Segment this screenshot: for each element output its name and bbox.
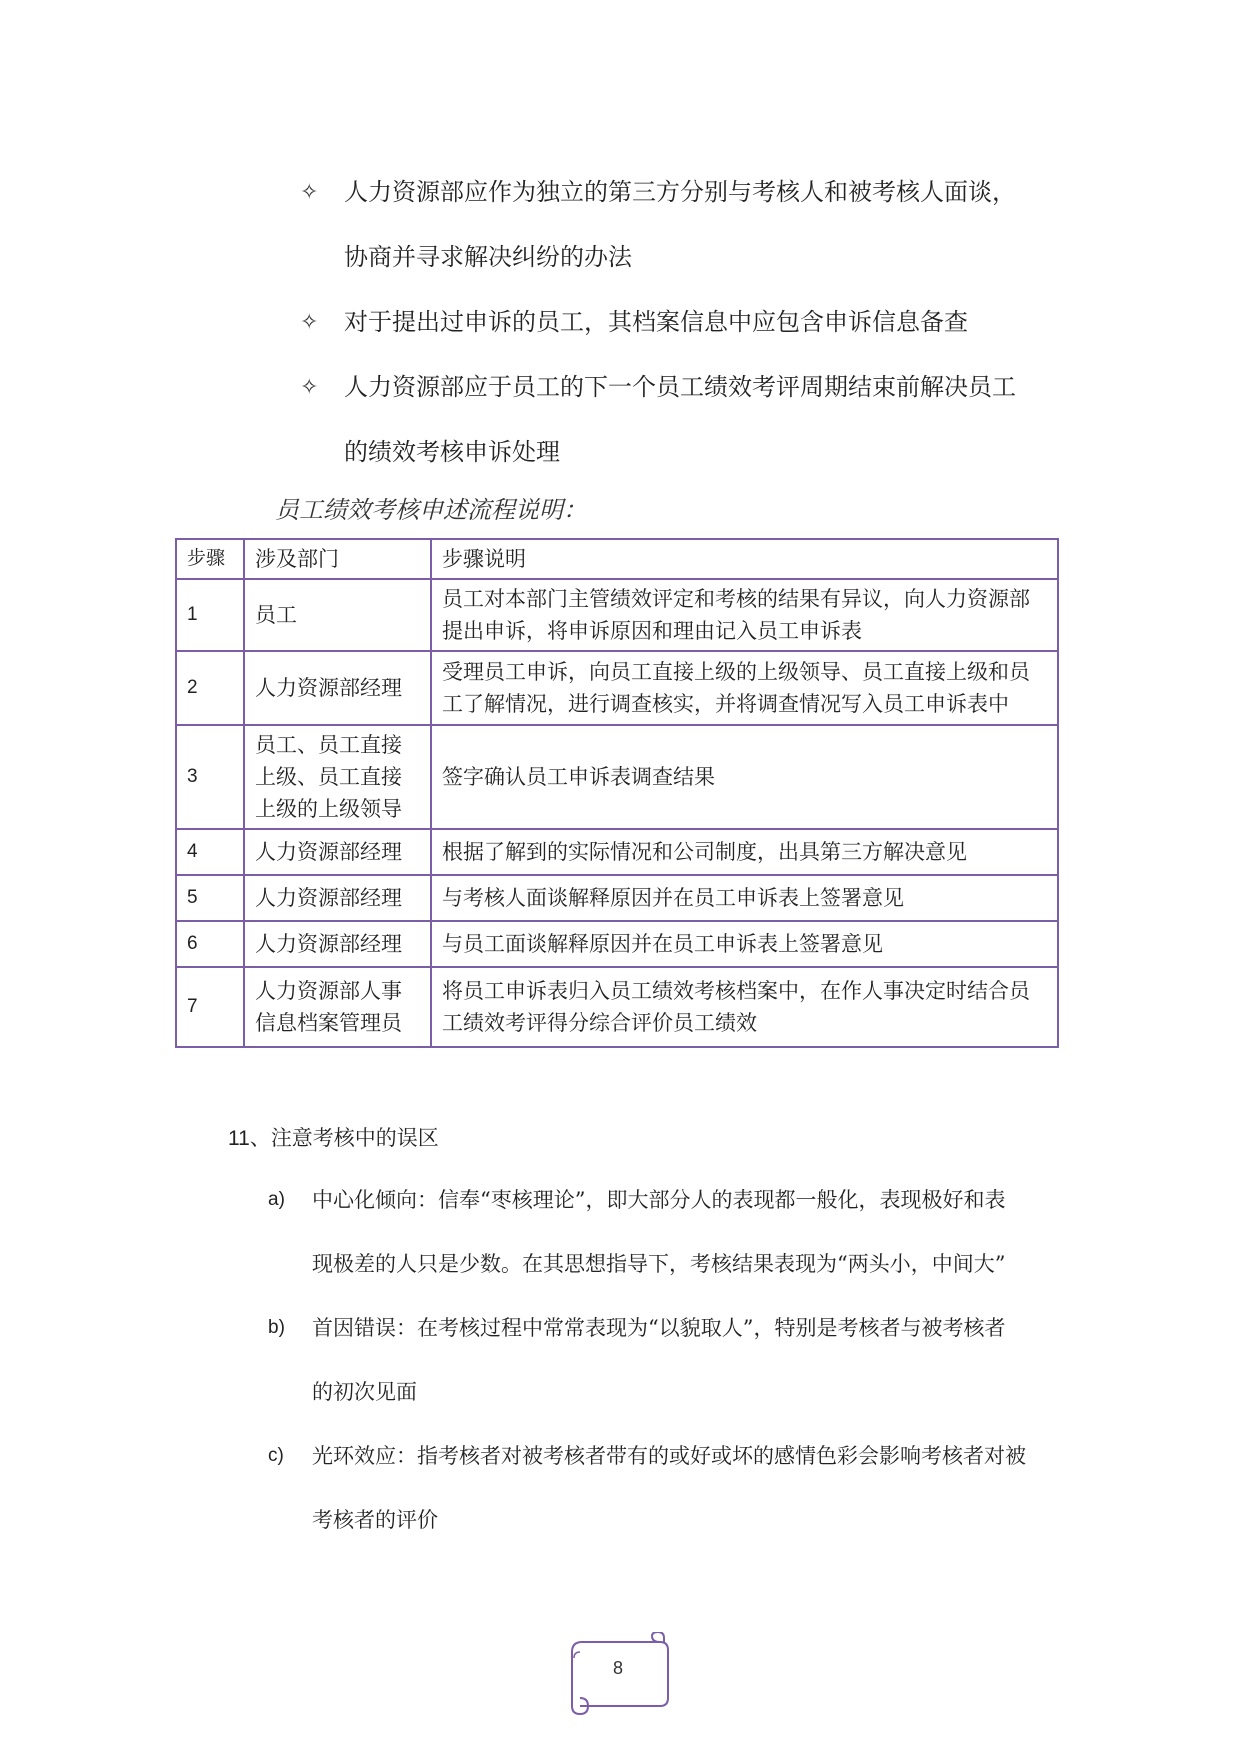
bullet-line: 的绩效考核申诉处理 — [344, 438, 560, 466]
dept-cell: 员工、员工直接上级、员工直接上级的上级领导 — [244, 725, 431, 829]
desc-cell: 签字确认员工申诉表调查结果 — [431, 725, 1058, 829]
dept-cell: 员工 — [244, 579, 431, 651]
bullet-list — [300, 160, 1060, 485]
header-desc: 步骤说明 — [431, 539, 1058, 579]
list-item — [268, 1296, 1058, 1424]
step-cell: 6 — [176, 921, 244, 967]
list-item — [268, 1424, 1058, 1552]
dept-cell: 人力资源部经理 — [244, 921, 431, 967]
diamond-star-icon: ✧ — [300, 180, 319, 205]
desc-cell: 受理员工申诉，向员工直接上级的上级领导、员工直接上级和员工了解情况，进行调查核实，并将调查情况写入员工申诉表中 — [431, 651, 1058, 725]
step-cell: 1 — [176, 579, 244, 651]
flow-title: 员工绩效考核申述流程说明： — [275, 496, 587, 524]
item-line: 考核者的评价 — [312, 1508, 438, 1532]
section-heading — [228, 1122, 439, 1152]
item-line: 的初次见面 — [312, 1380, 417, 1404]
item-label: c) — [268, 1445, 284, 1466]
page-footer — [560, 1632, 676, 1716]
pitfall-list — [268, 1168, 1058, 1552]
section-number: 11、 — [228, 1127, 271, 1150]
bullet-item — [300, 355, 1060, 485]
desc-cell: 根据了解到的实际情况和公司制度，出具第三方解决意见 — [431, 829, 1058, 875]
item-line: 中心化倾向：信奉“枣核理论”，即大部分人的表现都一般化，表现极好和表 — [312, 1188, 1006, 1212]
item-label: a) — [268, 1189, 285, 1210]
table-row — [176, 651, 1058, 725]
table-row — [176, 921, 1058, 967]
step-cell: 2 — [176, 651, 244, 725]
diamond-star-icon: ✧ — [300, 375, 319, 400]
table-header-row — [176, 539, 1058, 579]
step-cell: 7 — [176, 967, 244, 1047]
desc-cell: 将员工申诉表归入员工绩效考核档案中，在作人事决定时结合员工绩效考评得分综合评价员工绩效 — [431, 967, 1058, 1047]
step-cell: 3 — [176, 725, 244, 829]
bullet-line: 协商并寻求解决纠纷的办法 — [344, 243, 632, 271]
dept-cell: 人力资源部经理 — [244, 829, 431, 875]
dept-cell: 人力资源部人事信息档案管理员 — [244, 967, 431, 1047]
table-row — [176, 967, 1058, 1047]
dept-cell: 人力资源部经理 — [244, 651, 431, 725]
diamond-star-icon: ✧ — [300, 310, 319, 335]
header-step: 步骤 — [176, 539, 244, 579]
section-title: 注意考核中的误区 — [270, 1126, 439, 1150]
dept-cell: 人力资源部经理 — [244, 875, 431, 921]
page-number: 8 — [612, 1658, 623, 1678]
list-item — [268, 1168, 1058, 1296]
item-line: 首因错误：在考核过程中常常表现为“以貌取人”，特别是考核者与被考核者 — [312, 1316, 1006, 1340]
table-row — [176, 725, 1058, 829]
bullet-item — [300, 160, 1060, 290]
table-row — [176, 829, 1058, 875]
item-label: b) — [268, 1317, 285, 1338]
item-line: 现极差的人只是少数。在其思想指导下，考核结果表现为“两头小，中间大” — [312, 1252, 1006, 1276]
desc-cell: 与员工面谈解释原因并在员工申诉表上签署意见 — [431, 921, 1058, 967]
desc-cell: 员工对本部门主管绩效评定和考核的结果有异议，向人力资源部提出申诉，将申诉原因和理由记入员工申诉表 — [431, 579, 1058, 651]
header-dept: 涉及部门 — [244, 539, 431, 579]
bullet-item — [300, 290, 1060, 355]
step-cell: 4 — [176, 829, 244, 875]
desc-cell: 与考核人面谈解释原因并在员工申诉表上签署意见 — [431, 875, 1058, 921]
bullet-line: 人力资源部应作为独立的第三方分别与考核人和被考核人面谈， — [344, 178, 1016, 206]
table-row — [176, 875, 1058, 921]
item-line: 光环效应：指考核者对被考核者带有的或好或坏的感情色彩会影响考核者对被 — [312, 1444, 1026, 1468]
table-row — [176, 579, 1058, 651]
step-cell: 5 — [176, 875, 244, 921]
bullet-line: 人力资源部应于员工的下一个员工绩效考评周期结束前解决员工 — [344, 373, 1016, 401]
appeal-process-table — [175, 538, 1059, 1048]
bullet-line: 对于提出过申诉的员工，其档案信息中应包含申诉信息备查 — [344, 308, 968, 336]
